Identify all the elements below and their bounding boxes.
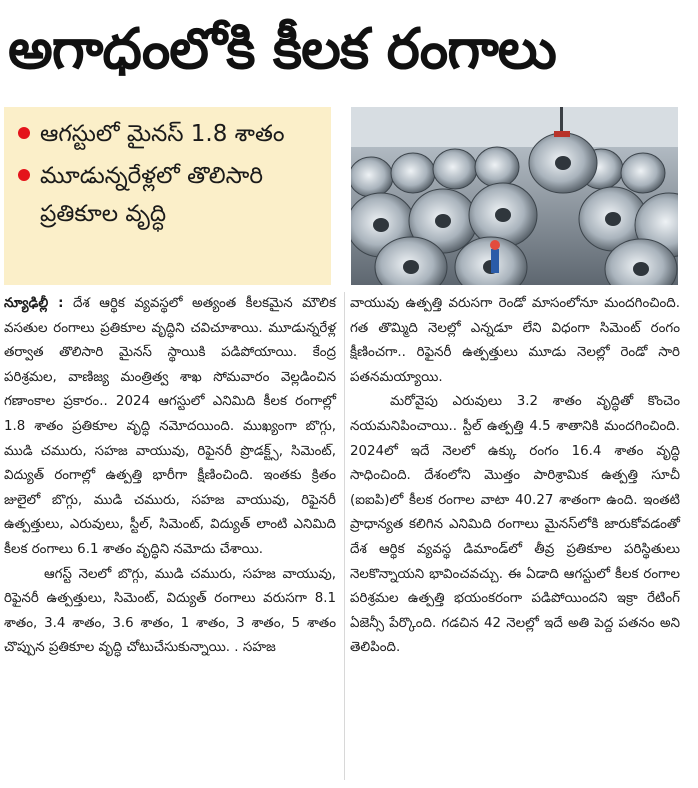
steel-coils-photo (351, 107, 678, 285)
highlight-text: ఆగస్టులో మైనస్ 1.8 శాతం (40, 121, 285, 147)
highlight-item (12, 157, 325, 233)
bullet-icon (18, 169, 30, 181)
paragraph: వాయువు ఉత్పత్తి వరుసగా రెండో మాసంలోనూ మందగించింది. గత తొమ్మిది నెలల్లో ఎన్నడూ లేని విధంగా సిమెంట్ రంగం క్షీణించగా.. రిఫైనరీ ఉత్పత్తులు మూడు నెలల్లో రెండో సారి పతనమయ్యాయి. (350, 296, 680, 385)
paragraph: మరోవైపు ఎరువులు 3.2 శాతం వృద్ధితో కొంచెం నయమనిపించాయి.. స్టీల్ ఉత్పత్తి 4.5 శాతానికి మందగించింది. 2024లో ఇదే నెలలో ఉక్కు రంగం 16.4 శాతం వృద్ధి సాధించింది. దేశంలోని మొత్తం పారిశ్రామిక ఉత్పత్తి సూచీ (ఐఐపి)లో కీలక రంగాల వాటా 40.27 శాతంగా ఉంది. ఇంతటి ప్రాధాన్యత కలిగిన ఎనిమిది రంగాలు మైనస్‌లోకి జారుకోవడంతో దేశ ఆర్థిక వ్యవస్థ డిమాండ్‌లో తీవ్ర ప్రతికూల పరిస్థితులు నెలకొన్నాయని భావించవచ్చు. ఈ ఏడాది ఆగస్టులో కీలక రంగాల పరిశ్రమల ఉత్పత్తి భయంకరంగా పడిపోయిందని ఇక్రా రేటింగ్ ఏజెన్సీ పేర్కొంది. గడచిన 42 నెలల్లో ఇదే అతి పెద్ద పతనం అని తెలిపింది. (350, 394, 680, 656)
dateline: న్యూఢిల్లీ : (4, 296, 64, 311)
paragraph-text: దేశ ఆర్థిక వ్యవస్థలో అత్యంత కీలకమైన మౌలిక వసతుల రంగాలు ప్రతికూల వృద్ధిని చవిచూశాయి. మూడున్నరేళ్ల తర్వాత తొలిసారి మైనస్ స్థాయికి పడిపోయాయి. కేంద్ర పరిశ్రమల, వాణిజ్య మంత్రిత్వ శాఖ సోమవారం వెల్లడించిన గణాంకాల ప్రకారం.. 2024 ఆగస్టులో ఎనిమిది కీలక రంగాల్లో 1.8 శాతం ప్రతికూల వృద్ధి నమోదయింది. ముఖ్యంగా బొగ్గు, ముడి చమురు, సహజ వాయువు, రిఫైనరీ ప్రొడక్ట్స్, సిమెంట్, విద్యుత్ రంగాల్లో ఉత్పత్తి భారీగా క్షీణించింది. ఇంతకు క్రితం జులైలో బొగ్గు, ముడి చమురు, సహజ వాయువు, రిఫైనరీ ఉత్పత్తులు, ఎరువులు, స్టీల్, సిమెంట్, విద్యుత్ లాంటి ఎనిమిది కీలక రంగాలు 6.1 శాతం వృద్ధిని నమోదు చేశాయి. (4, 296, 336, 557)
bullet-icon (18, 127, 30, 139)
highlights-box (4, 107, 331, 285)
article-body (4, 292, 682, 784)
highlight-item (12, 115, 325, 153)
column-divider (344, 292, 345, 780)
paragraph: ఆగస్ట్ నెలలో బొగ్గు, ముడి చమురు, సహజ వాయువు, రిఫైనరీ ఉత్పత్తులు, సిమెంట్, విద్యుత్ రంగాలు వరుసగా 8.1 శాతం, 3.4 శాతం, 3.6 శాతం, 1 శాతం, 3 శాతం, 5 శాతం చొప్పున ప్రతికూల వృద్ధి చోటుచేసుకున్నాయి. . సహజ (4, 566, 336, 656)
article-column-right (350, 292, 680, 661)
highlight-text: మూడున్నరేళ్లలో తొలిసారి ప్రతికూల వృద్ధి (40, 163, 263, 227)
article-column-left (4, 292, 336, 661)
paragraph (4, 292, 336, 563)
headline: అగాధంలోకి కీలక రంగాలు (8, 17, 556, 82)
